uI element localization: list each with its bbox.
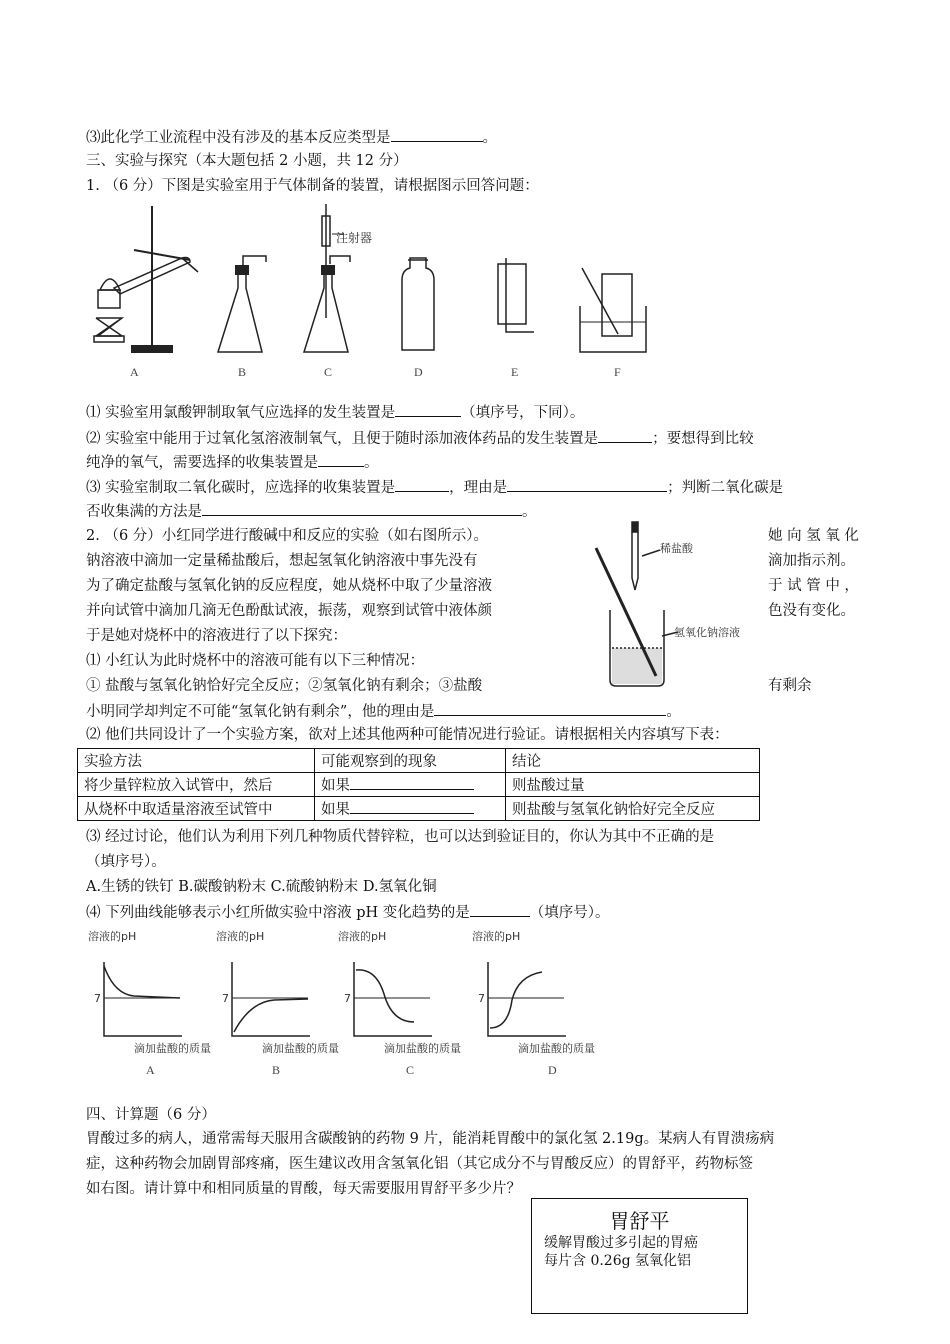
graph-label-b: B [272,1063,281,1077]
graph-label-d: D [548,1063,557,1077]
observation-cell: 如果 [315,797,506,821]
drug-title: 胃舒平 [609,1209,670,1233]
seven-a: 7 [94,992,101,1005]
problem-4-line1: 胃酸过多的病人，通常需每天服用含碳酸钠的药物 9 片，能消耗胃酸中的氯化氢 2.19g。某病人有胃溃疡病 [86,1131,775,1147]
answer-blank[interactable] [318,452,364,467]
header-method: 实验方法 [78,749,315,773]
problem-2-line1: 2. （6 分）小红同学进行酸碱中和反应的实验（如右图所示）。 [86,528,489,544]
problem-2-line3: 为了确定盐酸与氢氧化钠的反应程度，她从烧杯中取了少量溶液 [86,578,492,594]
syringe-label: 注射器 [336,231,373,245]
ylabel-graph-d: 溶液的pH [472,930,521,943]
ylabel-graph-a: 溶液的pH [88,930,137,943]
question-1-3-cont: 否收集满的方法是 。 [86,501,537,522]
answer-blank[interactable] [350,799,474,814]
question-1-1: ⑴ 实验室用氯酸钾制取氧气应选择的发生装置是 （填序号，下同）。 [86,402,584,423]
xlabel-b: 滴加盐酸的质量 [262,1042,339,1055]
header-observation: 可能观察到的现象 [315,749,506,773]
answer-blank[interactable] [202,501,522,516]
xlabel-c: 滴加盐酸的质量 [384,1042,461,1055]
drug-line-2: 每片含 0.26g 氢氧化铝 [544,1253,692,1269]
gas-apparatus-figure [86,198,666,380]
seven-c: 7 [344,992,351,1005]
problem-2-line1-right: 她 向 氢 氧 化 [768,528,859,544]
question-2-3: ⑶ 经过讨论，他们认为利用下列几种物质代替锌粒，也可以达到验证目的，你认为其中不正确的是 [86,829,715,845]
graph-label-a: A [146,1063,155,1077]
acid-label: 稀盐酸 [660,542,693,555]
problem-2-line5: 于是她对烧杯中的溶液进行了以下探究： [86,628,347,644]
beaker-figure [590,518,762,692]
problem-2-line4-right: 色没有变化。 [768,603,855,619]
observation-cell: 如果 [315,773,506,797]
answer-blank[interactable] [598,428,652,443]
apparatus-label-c: C [324,365,333,379]
question-1-2-cont: 纯净的氧气，需要选择的收集装置是 。 [86,452,379,473]
answer-blank[interactable] [507,477,667,492]
experiment-table [77,748,760,821]
problem-1-intro: 1. （6 分）下图是实验室用于气体制备的装置，请根据图示回答问题： [86,178,539,194]
table-header-row [78,749,760,773]
answer-blank[interactable] [470,902,530,917]
method-cell: 将少量锌粒放入试管中，然后 [78,773,315,797]
answer-blank[interactable] [395,477,449,492]
question-2-3-cont: （填序号）。 [86,854,166,870]
table-row [78,773,760,797]
problem-2-line2: 钠溶液中滴加一定量稀盐酸后，想起氢氧化钠溶液中事先没有 [86,553,478,569]
graph-label-c: C [406,1063,415,1077]
question-3-3: ⑶此化学工业流程中没有涉及的基本反应类型是 。 [86,127,497,148]
header-conclusion: 结论 [506,749,760,773]
question-2-1-reason: 小明同学却判定不可能“氢氧化钠有剩余”，他的理由是 。 [86,701,681,722]
question-2-3-options: A.生锈的铁钉 B.碳酸钠粉末 C.硫酸钠粉末 D.氢氧化铜 [86,879,437,895]
method-cell: 从烧杯中取适量溶液至试管中 [78,797,315,821]
question-1-2: ⑵ 实验室中能用于过氧化氢溶液制氧气，且便于随时添加液体药品的发生装置是 ；要想得到比较 [86,428,754,449]
conclusion-cell: 则盐酸与氢氧化钠恰好完全反应 [506,797,760,821]
section-3-heading: 三、实验与探究（本大题包括 2 小题，共 12 分） [86,153,408,169]
ylabel-graph-c: 溶液的pH [338,930,387,943]
answer-blank[interactable] [395,402,461,417]
answer-blank[interactable] [391,127,483,142]
question-2-2: ⑵ 他们共同设计了一个实验方案，欲对上述其他两种可能情况进行验证。请根据相关内容填写下表： [86,727,729,743]
xlabel-a: 滴加盐酸的质量 [134,1042,211,1055]
question-2-1: ⑴ 小红认为此时烧杯中的溶液可能有以下三种情况： [86,653,425,669]
table-row [78,797,760,821]
apparatus-label-a: A [130,365,139,379]
seven-d: 7 [478,992,485,1005]
problem-2-line2-right: 滴加指示剂。 [768,553,855,569]
apparatus-label-f: F [614,365,621,379]
question-2-1-options: ① 盐酸与氢氧化钠恰好完全反应；②氢氧化钠有剩余；③盐酸 [86,678,483,694]
conclusion-cell: 则盐酸过量 [506,773,760,797]
question-2-4: ⑷ 下列曲线能够表示小红所做实验中溶液 pH 变化趋势的是 （填序号）。 [86,902,610,923]
answer-blank[interactable] [434,701,666,716]
problem-2-line3-right: 于 试 管 中 ， [768,578,859,594]
apparatus-label-b: B [238,365,247,379]
apparatus-label-d: D [414,365,423,379]
question-2-1-options-right: 有剩余 [768,678,812,694]
base-label: 氢氧化钠溶液 [674,626,740,639]
problem-4-line2: 症，这种药物会加剧胃部疼痛，医生建议改用含氢氧化铝（其它成分不与胃酸反应）的胃舒平，药物标签 [86,1156,753,1172]
problem-2-line4: 并向试管中滴加几滴无色酚酞试液，振荡，观察到试管中液体颜 [86,603,492,619]
apparatus-label-e: E [511,365,519,379]
problem-4-line3: 如右图。请计算中和相同质量的胃酸，每天需要服用胃舒平多少片？ [86,1181,521,1197]
answer-blank[interactable] [350,775,474,790]
xlabel-d: 滴加盐酸的质量 [518,1042,595,1055]
section-4-heading: 四、计算题（6 分） [86,1107,216,1123]
drug-line-1: 缓解胃酸过多引起的胃癌 [544,1235,698,1251]
ph-graphs-figure [84,922,614,1080]
question-1-3: ⑶ 实验室制取二氧化碳时，应选择的收集装置是 ，理由是 ；判断二氧化碳是 [86,477,783,498]
ylabel-graph-b: 溶液的pH [216,930,265,943]
seven-b: 7 [222,992,229,1005]
drug-label [531,1198,748,1314]
